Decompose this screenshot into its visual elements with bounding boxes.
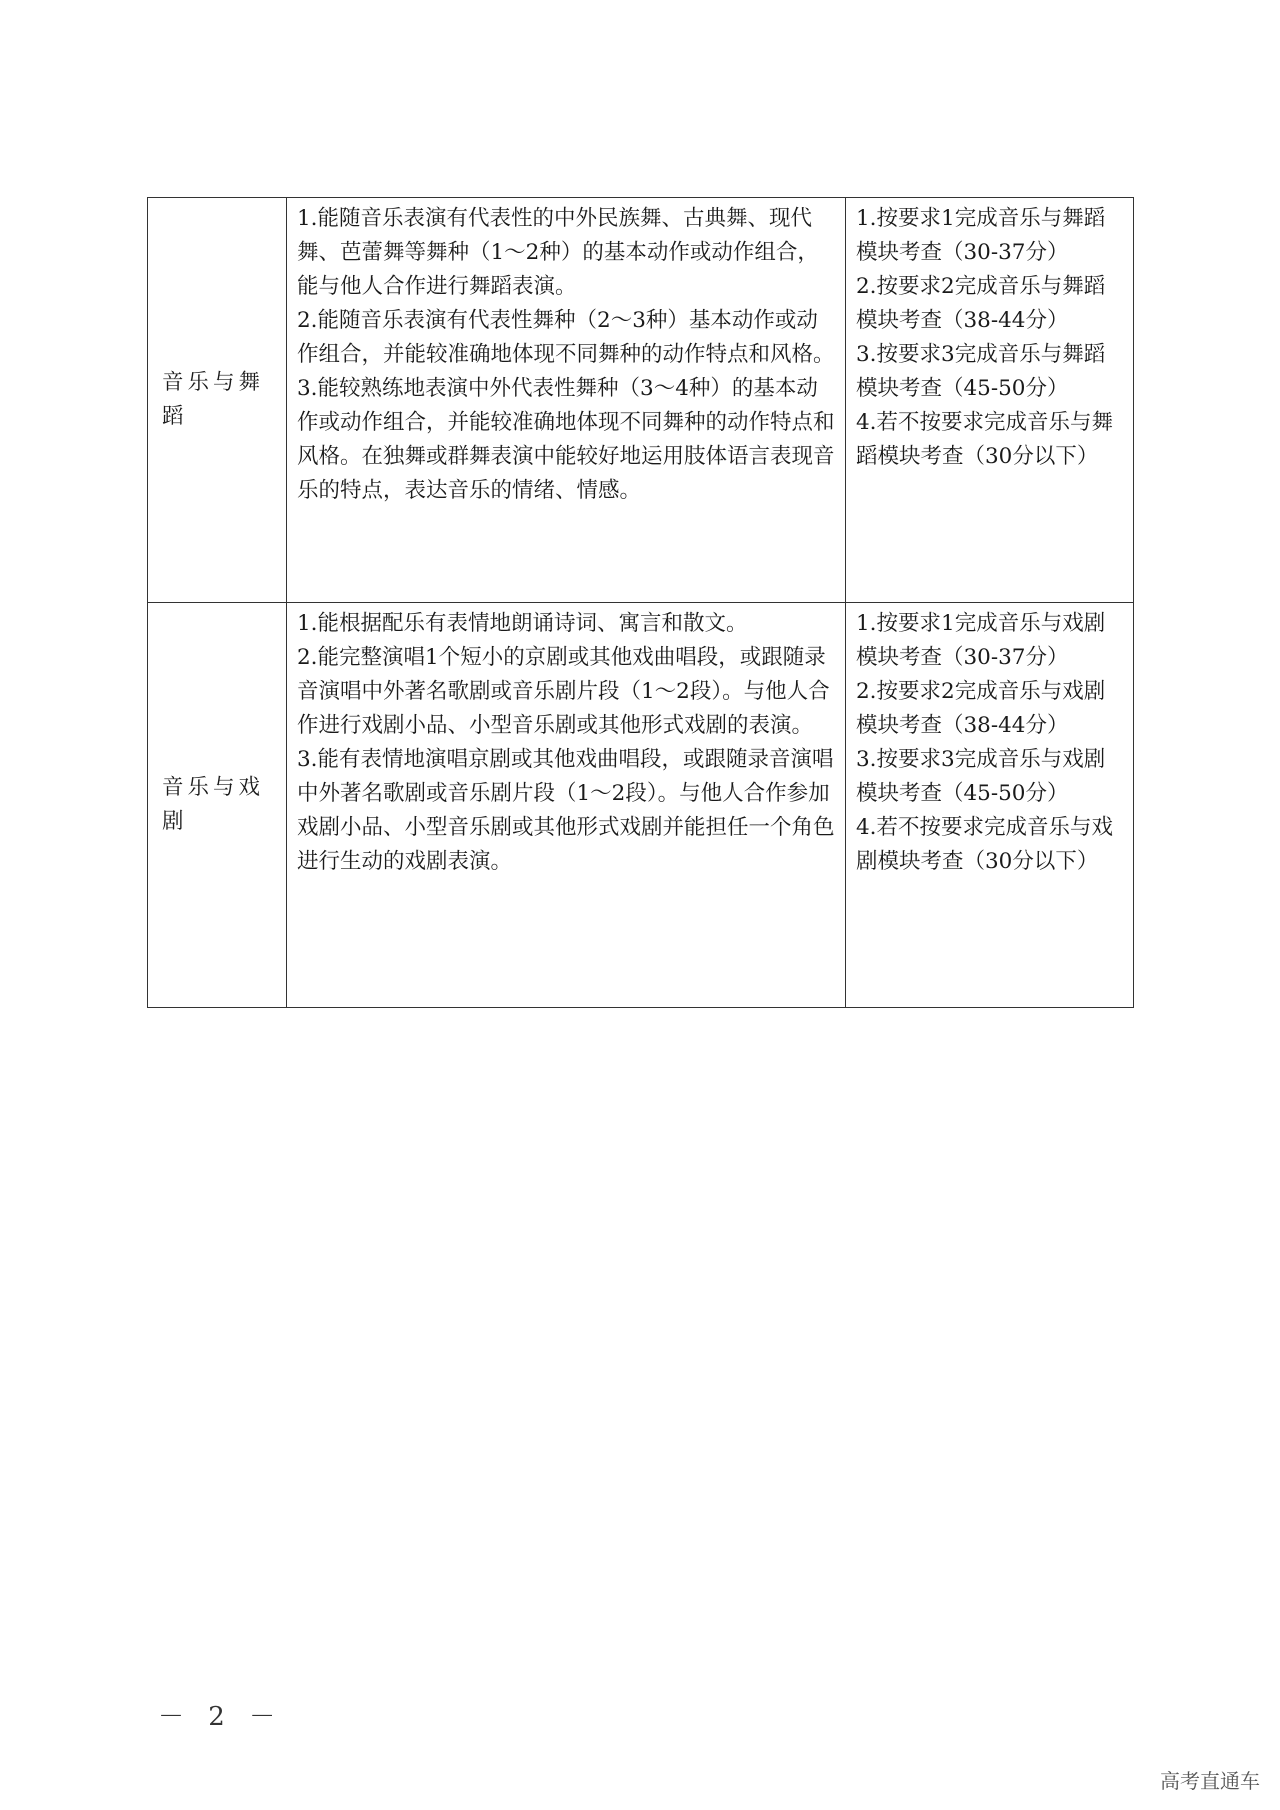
score-item: 4.若不按要求完成音乐与戏剧模块考查（30分以下） [856,815,1114,874]
module-name-cell: 音乐与戏剧 [148,603,287,1008]
score-cell [846,603,1134,1008]
score-item: 3.按要求3完成音乐与舞蹈模块考查（45-50分） [856,342,1106,401]
score-item: 1.按要求1完成音乐与戏剧模块考查（30-37分） [856,611,1106,670]
requirement-item: 2.能随音乐表演有代表性舞种（2～3种）基本动作或动作组合，并能较准确地体现不同舞种的动作特点和风格。 [297,308,835,367]
table-row [148,603,1134,1008]
watermark-text: 高考直通车 [1160,1769,1260,1793]
score-item: 4.若不按要求完成音乐与舞蹈模块考查（30分以下） [856,410,1114,469]
score-item: 3.按要求3完成音乐与戏剧模块考查（45-50分） [856,747,1106,806]
score-cell [846,198,1134,603]
requirement-item: 1.能根据配乐有表情地朗诵诗词、寓言和散文。 [297,611,748,636]
score-item: 2.按要求2完成音乐与舞蹈模块考查（38-44分） [856,274,1106,333]
requirements-cell [287,603,846,1008]
module-name-cell: 音乐与舞蹈 [148,198,287,603]
score-item: 1.按要求1完成音乐与舞蹈模块考查（30-37分） [856,206,1106,265]
requirement-item: 1.能随音乐表演有代表性的中外民族舞、古典舞、现代舞、芭蕾舞等舞种（1～2种）的基本动作或动作组合，能与他人合作进行舞蹈表演。 [297,206,819,299]
page-number: － 2 － [158,1702,284,1732]
score-item: 2.按要求2完成音乐与戏剧模块考查（38-44分） [856,679,1106,738]
requirement-item: 3.能有表情地演唱京剧或其他戏曲唱段，或跟随录音演唱中外著名歌剧或音乐剧片段（1～2段）。与他人合作参加戏剧小品、小型音乐剧或其他形式戏剧并能担任一个角色进行生动的戏剧表演。 [297,747,835,874]
requirement-item: 2.能完整演唱1个短小的京剧或其他戏曲唱段，或跟随录音演唱中外著名歌剧或音乐剧片段（1～2段）。与他人合作进行戏剧小品、小型音乐剧或其他形式戏剧的表演。 [297,645,830,738]
requirements-cell [287,198,846,603]
requirement-item: 3.能较熟练地表演中外代表性舞种（3～4种）的基本动作或动作组合，并能较准确地体现不同舞种的动作特点和风格。在独舞或群舞表演中能较好地运用肢体语言表现音乐的特点，表达音乐的情绪、情感。 [297,376,835,503]
assessment-table [147,197,1134,1008]
table-row [148,198,1134,603]
